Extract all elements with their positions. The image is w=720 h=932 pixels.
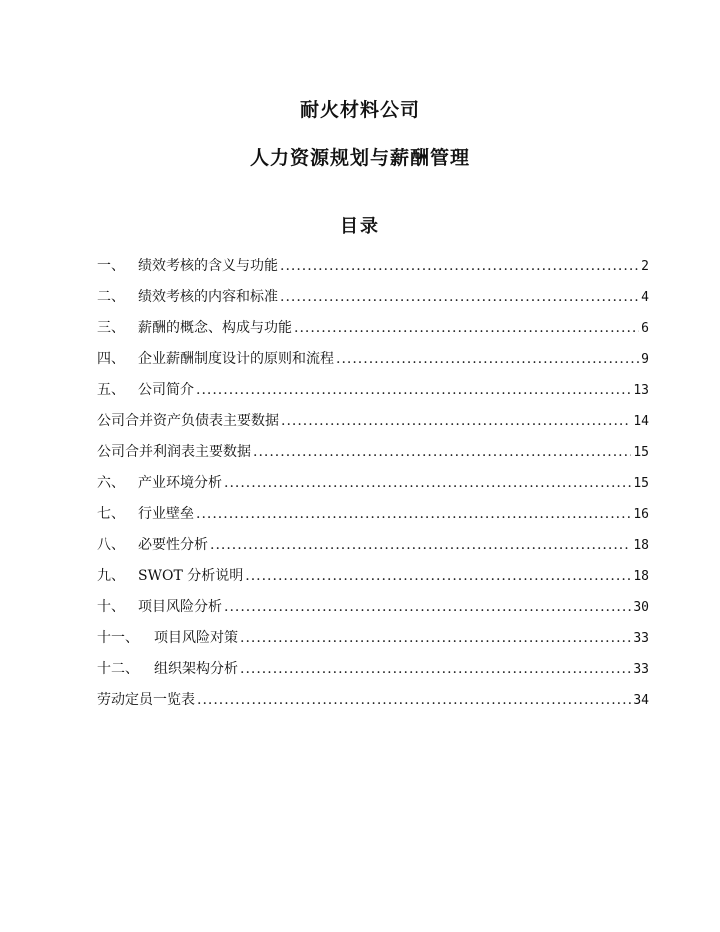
toc-entry[interactable] (97, 344, 649, 375)
toc-entry[interactable] (97, 251, 649, 282)
toc-dot-leader (336, 344, 639, 375)
toc-entry-page: 15 (633, 445, 649, 460)
toc-dot-leader (196, 499, 631, 530)
toc-entry-title: 项目风险对策 (154, 630, 238, 646)
toc-entry-title: 薪酬的概念、构成与功能 (138, 320, 292, 336)
toc-entry-page: 18 (633, 538, 649, 553)
toc-entry-number: 十、 (97, 599, 125, 615)
toc-dot-leader (197, 685, 631, 716)
toc-entry-page: 18 (633, 569, 649, 584)
toc-entry[interactable] (97, 282, 649, 313)
toc-dot-leader (224, 468, 631, 499)
toc-entry-title: 绩效考核的含义与功能 (138, 258, 278, 274)
toc-entry-number: 四、 (97, 351, 125, 367)
toc-dot-leader (245, 561, 631, 592)
toc-entry[interactable] (97, 375, 649, 406)
toc-entry[interactable] (97, 530, 649, 561)
toc-entry-number: 五、 (97, 382, 125, 398)
toc-dot-leader (196, 375, 631, 406)
toc-entry-title: 项目风险分析 (138, 599, 222, 615)
document-title: 人力资源规划与薪酬管理 (249, 147, 470, 169)
toc-entry-page: 34 (633, 693, 649, 708)
toc-dot-leader (240, 623, 631, 654)
toc-entry-number: 十一、 (97, 630, 139, 646)
toc-entry[interactable] (97, 561, 649, 592)
toc-entry-page: 9 (641, 352, 649, 367)
toc-entry-number: 二、 (97, 289, 125, 305)
toc-entry-number: 八、 (97, 537, 125, 553)
toc-entry-title: 必要性分析 (138, 537, 208, 553)
toc-entry-page: 13 (633, 383, 649, 398)
toc-entry-number: 六、 (97, 475, 125, 491)
toc-entry-title: 组织架构分析 (154, 661, 238, 677)
toc-entry-page: 16 (633, 507, 649, 522)
toc-entry[interactable] (97, 406, 649, 437)
toc-dot-leader (281, 406, 631, 437)
toc-dot-leader (280, 251, 639, 282)
toc-heading: 目录 (340, 216, 380, 237)
toc-entry-page: 33 (633, 631, 649, 646)
toc-dot-leader (224, 592, 631, 623)
toc-entry-title: 行业壁垒 (138, 506, 194, 522)
toc-dot-leader (280, 282, 639, 313)
toc-entry-title: 公司简介 (138, 382, 194, 398)
toc-entry-number: 七、 (97, 506, 125, 522)
toc-dot-leader (294, 313, 639, 344)
toc-entry-page: 4 (641, 290, 649, 305)
toc-entry-page: 33 (633, 662, 649, 677)
toc-entry-page: 6 (641, 321, 649, 336)
toc-entry[interactable] (97, 437, 649, 468)
toc-entry-title: 公司合并利润表主要数据 (97, 444, 251, 460)
table-of-contents (97, 251, 649, 716)
toc-entry-page: 15 (633, 476, 649, 491)
toc-entry-number: 一、 (97, 258, 125, 274)
toc-entry-title: SWOT 分析说明 (138, 568, 244, 584)
toc-dot-leader (240, 654, 631, 685)
toc-entry[interactable] (97, 685, 649, 716)
toc-entry[interactable] (97, 468, 649, 499)
company-title: 耐火材料公司 (299, 99, 420, 121)
toc-entry-page: 30 (633, 600, 649, 615)
toc-entry-page: 14 (633, 414, 649, 429)
toc-entry-page: 2 (641, 259, 649, 274)
toc-entry-number: 十二、 (97, 661, 139, 677)
toc-entry-title: 公司合并资产负债表主要数据 (97, 413, 279, 429)
toc-dot-leader (253, 437, 631, 468)
toc-entry[interactable] (97, 313, 649, 344)
toc-entry-number: 三、 (97, 320, 125, 336)
toc-entry[interactable] (97, 623, 649, 654)
toc-entry[interactable] (97, 499, 649, 530)
toc-entry-title: 产业环境分析 (138, 475, 222, 491)
toc-entry-number: 九、 (97, 568, 125, 584)
toc-entry-title: 劳动定员一览表 (97, 692, 195, 708)
toc-dot-leader (210, 530, 631, 561)
toc-entry[interactable] (97, 654, 649, 685)
toc-entry[interactable] (97, 592, 649, 623)
toc-entry-title: 绩效考核的内容和标准 (138, 289, 278, 305)
toc-entry-title: 企业薪酬制度设计的原则和流程 (138, 351, 334, 367)
